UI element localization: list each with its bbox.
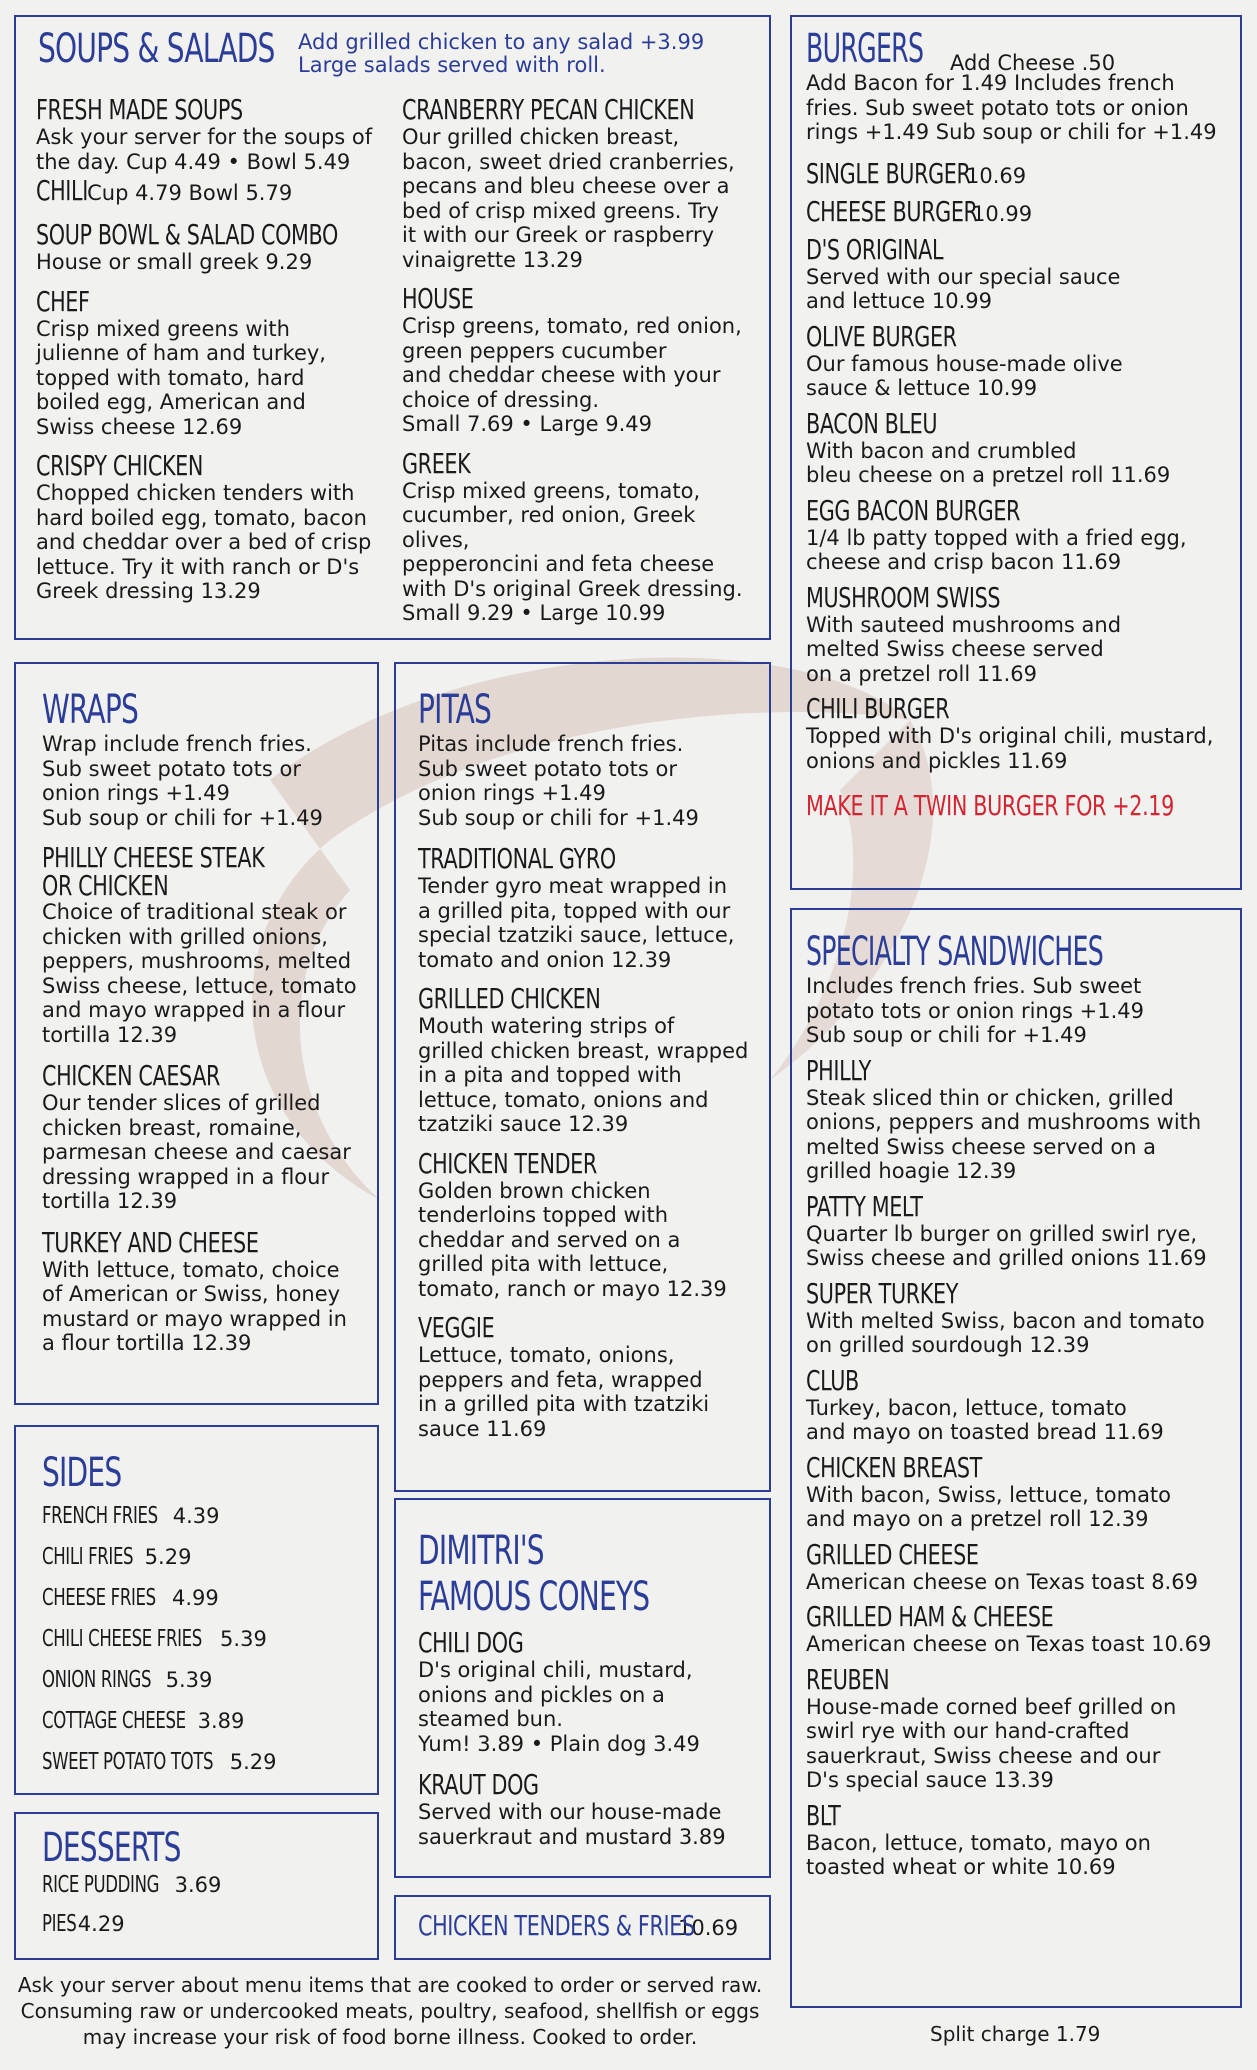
side-price: 3.89 xyxy=(197,1709,245,1733)
wrap-name: PHILLY CHEESE STEAK OR CHICKEN xyxy=(42,841,265,902)
soups-salads-title: SOUPS & SALADS xyxy=(38,26,275,72)
pita-item xyxy=(418,844,757,972)
burger-name: CHILI BURGER xyxy=(806,692,950,725)
side-price: 5.29 xyxy=(144,1545,192,1569)
specialty-name: GRILLED CHEESE xyxy=(806,1537,979,1571)
wrap-item xyxy=(42,1225,365,1356)
side-item xyxy=(42,1667,365,1700)
burger-name: CHEESE BURGER xyxy=(806,194,978,228)
burger-name: EGG BACON BURGER xyxy=(806,493,1021,527)
crispy-chicken-desc: Chopped chicken tenders with hard boiled egg, tomato, bacon and cheddar over a bed of crisp lettuce. Try it with ranch or D's Greek dressing 13.29 xyxy=(36,481,372,603)
combo-desc: House or small greek 9.29 xyxy=(36,250,313,274)
pita-name: CHICKEN TENDER xyxy=(418,1146,597,1180)
burger-desc: With sauteed mushrooms and melted Swiss cheese served on a pretzel roll 11.69 xyxy=(806,612,1122,686)
side-name: CHEESE FRIES xyxy=(42,1585,156,1611)
burger-item xyxy=(806,493,1228,575)
desserts-title: DESSERTS xyxy=(42,1825,181,1871)
burger-name: MUSHROOM SWISS xyxy=(806,580,1001,614)
sides-section xyxy=(14,1425,379,1795)
side-item xyxy=(42,1585,365,1618)
specialty-item xyxy=(806,1798,1228,1880)
side-item xyxy=(42,1626,365,1659)
specialty-item xyxy=(806,1276,1228,1358)
side-item xyxy=(42,1544,365,1577)
burger-desc: Topped with D's original chili, mustard, onions and pickles 11.69 xyxy=(806,724,1214,773)
house-salad-desc: Crisp greens, tomato, red onion, green peppers cucumber and cheddar cheese with your choice of dressing. Small 7.69 • Large 9.49 xyxy=(402,314,742,436)
specialty-title: SPECIALTY SANDWICHES xyxy=(806,929,1104,975)
chili-name: CHILI xyxy=(36,174,88,207)
pita-desc: Golden brown chicken tenderloins topped with cheddar and served on a grilled pita with lettuce, tomato, ranch or mayo 12.39 xyxy=(418,1178,727,1301)
wrap-desc: Choice of traditional steak or chicken with grilled onions, peppers, mushrooms, melted Swiss cheese, lettuce, tomato and mayo wrapped in a flour tortilla 12.39 xyxy=(42,900,357,1047)
wraps-title: WRAPS xyxy=(42,687,139,733)
side-name: CHILI CHEESE FRIES xyxy=(42,1626,202,1652)
burger-price: 10.99 xyxy=(972,201,1033,226)
wrap-item xyxy=(42,841,365,1047)
specialty-desc: Quarter lb burger on grilled swirl rye, Swiss cheese and grilled onions 11.69 xyxy=(806,1221,1207,1270)
chef-desc: Crisp mixed greens with julienne of ham and turkey, topped with tomato, hard boiled egg, American and Swiss cheese 12.69 xyxy=(36,316,326,439)
side-item xyxy=(42,1708,365,1741)
side-price: 5.39 xyxy=(220,1627,267,1651)
wrap-name: TURKEY AND CHEESE xyxy=(42,1225,259,1259)
coney-item xyxy=(418,1628,757,1756)
specialty-item xyxy=(806,1053,1228,1184)
soups-salads-note: Add grilled chicken to any salad +3.99 Large salads served with roll. xyxy=(298,30,705,77)
dessert-item xyxy=(42,1872,365,1905)
side-price: 5.29 xyxy=(229,1750,277,1774)
split-charge: Split charge 1.79 xyxy=(930,2022,1101,2046)
burger-desc: With bacon and crumbled bleu cheese on a pretzel roll 11.69 xyxy=(806,438,1171,487)
pita-desc: Mouth watering strips of grilled chicken breast, wrapped in a pita and topped with lettuce, tomato, onions and tzatziki sauce 12.39 xyxy=(418,1014,749,1136)
burgers-title: BURGERS xyxy=(806,26,924,72)
specialty-name: GRILLED HAM & CHEESE xyxy=(806,1600,1054,1633)
specialty-item xyxy=(806,1662,1228,1793)
burger-name: OLIVE BURGER xyxy=(806,319,957,353)
coneys-section xyxy=(394,1498,771,1878)
burger-list xyxy=(806,156,1228,774)
pita-desc: Lettuce, tomato, onions, peppers and feta, wrapped in a grilled pita with tzatziki sauce 11.69 xyxy=(418,1343,710,1441)
crispy-chicken-name: CRISPY CHICKEN xyxy=(36,449,204,482)
specialty-section xyxy=(790,908,1242,2008)
chef-name: CHEF xyxy=(36,284,90,318)
coney-item xyxy=(418,1770,757,1849)
burger-item xyxy=(806,194,1228,228)
burgers-title-note: Add Cheese .50 xyxy=(950,51,1116,75)
specialty-desc: With bacon, Swiss, lettuce, tomato and mayo on a pretzel roll 12.39 xyxy=(806,1482,1172,1531)
tenders-name: CHICKEN TENDERS & FRIES xyxy=(418,1909,695,1942)
burgers-section xyxy=(790,15,1242,890)
specialty-item xyxy=(806,1363,1228,1445)
pita-name: GRILLED CHICKEN xyxy=(418,982,601,1015)
specialty-item xyxy=(806,1450,1228,1532)
pita-item xyxy=(418,984,757,1137)
pitas-title: PITAS xyxy=(418,687,492,733)
specialty-name: BLT xyxy=(806,1798,841,1832)
allergy-footer: Ask your server about menu items that are cooked to order or served raw. Consuming raw or undercooked meats, poultry, seafood, shellfish or eggs may increase your risk of food borne illness. Cooked to order. xyxy=(17,1973,763,2049)
pitas-section xyxy=(394,662,771,1492)
specialty-desc: American cheese on Texas toast 10.69 xyxy=(806,1632,1212,1656)
cranberry-desc: Our grilled chicken breast, bacon, sweet dried cranberries, pecans and bleu cheese over a bed of crisp mixed greens. Try it with our Greek or raspberry vinaigrette 13.29 xyxy=(402,125,735,272)
specialty-item xyxy=(806,1189,1228,1271)
burger-desc: 1/4 lb patty topped with a fried egg, cheese and crisp bacon 11.69 xyxy=(806,525,1187,574)
cranberry-name: CRANBERRY PECAN CHICKEN xyxy=(402,93,695,126)
coneys-title-line1: DIMITRI'S xyxy=(418,1528,544,1574)
specialty-desc: Bacon, lettuce, tomato, mayo on toasted wheat or white 10.69 xyxy=(806,1830,1151,1879)
greek-salad-name: GREEK xyxy=(402,446,471,480)
pita-name: VEGGIE xyxy=(418,1311,495,1344)
burger-name: SINGLE BURGER xyxy=(806,156,971,190)
specialty-desc: Steak sliced thin or chicken, grilled onions, peppers and mushrooms with melted Swiss cheese served on a grilled hoagie 12.39 xyxy=(806,1085,1202,1183)
combo-name: SOUP BOWL & SALAD COMBO xyxy=(36,218,338,251)
coney-name: KRAUT DOG xyxy=(418,1768,539,1801)
side-name: FRENCH FRIES xyxy=(42,1503,158,1529)
pita-name: TRADITIONAL GYRO xyxy=(418,842,616,875)
burger-price: 10.69 xyxy=(966,163,1027,188)
burgers-intro: Add Bacon for 1.49 Includes french fries. Sub sweet potato tots or onion rings +1.49 Sub soup or chili for +1.49 xyxy=(806,71,1217,144)
specialty-name: CHICKEN BREAST xyxy=(806,1450,982,1484)
fresh-soups-desc: Ask your server for the soups of the day. Cup 4.49 • Bowl 5.49 xyxy=(36,125,373,174)
wrap-name: CHICKEN CAESAR xyxy=(42,1059,221,1092)
wrap-desc: Our tender slices of grilled chicken breast, romaine, parmesan cheese and caesar dressing wrapped in a flour tortilla 12.39 xyxy=(42,1091,351,1213)
burger-item xyxy=(806,694,1228,773)
side-item xyxy=(42,1749,365,1782)
burger-name: BACON BLEU xyxy=(806,406,938,440)
pita-desc: Tender gyro meat wrapped in a grilled pita, topped with our special tzatziki sauce, lettuce, tomato and onion 12.39 xyxy=(418,874,735,972)
coney-desc: Served with our house-made sauerkraut and mustard 3.89 xyxy=(418,1800,726,1849)
sides-title: SIDES xyxy=(42,1450,122,1496)
dessert-price: 3.69 xyxy=(174,1873,222,1897)
burger-desc: Served with our special sauce and lettuce 10.99 xyxy=(806,264,1121,313)
specialty-desc: House-made corned beef grilled on swirl rye with our hand-crafted sauerkraut, Swiss cheese and our D's special sauce 13.39 xyxy=(806,1694,1177,1792)
specialty-name: REUBEN xyxy=(806,1662,890,1696)
burger-item xyxy=(806,156,1228,190)
burger-desc: Our famous house-made olive sauce & lettuce 10.99 xyxy=(806,351,1123,400)
dessert-name: PIES xyxy=(42,1911,77,1937)
dessert-item xyxy=(42,1911,365,1944)
burger-name: D'S ORIGINAL xyxy=(806,232,944,266)
pita-item xyxy=(418,1313,757,1441)
specialty-name: PATTY MELT xyxy=(806,1189,923,1223)
dessert-name: RICE PUDDING xyxy=(42,1872,160,1898)
burger-item xyxy=(806,319,1228,401)
burger-item xyxy=(806,580,1228,687)
specialty-item xyxy=(806,1537,1228,1595)
soups-salads-section xyxy=(14,15,771,640)
side-name: COTTAGE CHEESE xyxy=(42,1708,186,1734)
greek-salad-desc: Crisp mixed greens, tomato, cucumber, red onion, Greek olives, pepperoncini and feta cheese with D's original Greek dressing. Small 9.29 • Large 10.99 xyxy=(402,478,743,625)
coney-name: CHILI DOG xyxy=(418,1626,524,1659)
coneys-title-line2: FAMOUS CONEYS xyxy=(418,1574,650,1620)
side-name: CHILI FRIES xyxy=(42,1544,134,1570)
desserts-section xyxy=(14,1812,379,1960)
specialty-intro: Includes french fries. Sub sweet potato tots or onion rings +1.49 Sub soup or chili for +1.49 xyxy=(806,974,1145,1047)
wraps-intro: Wrap include french fries. Sub sweet potato tots or onion rings +1.49 Sub soup or chili for +1.49 xyxy=(42,732,323,830)
fresh-soups-name: FRESH MADE SOUPS xyxy=(36,93,243,126)
chili-desc: Cup 4.79 Bowl 5.79 xyxy=(87,181,293,205)
specialty-name: CLUB xyxy=(806,1363,859,1397)
burger-item xyxy=(806,232,1228,314)
coney-desc: D's original chili, mustard, onions and pickles on a steamed bun. Yum! 3.89 • Plain dog 3.49 xyxy=(418,1658,700,1756)
side-item xyxy=(42,1503,365,1536)
specialty-name: SUPER TURKEY xyxy=(806,1276,959,1310)
tenders-section xyxy=(394,1895,771,1960)
side-name: ONION RINGS xyxy=(42,1667,152,1693)
specialty-desc: With melted Swiss, bacon and tomato on grilled sourdough 12.39 xyxy=(806,1308,1205,1357)
pitas-intro: Pitas include french fries. Sub sweet potato tots or onion rings +1.49 Sub soup or chili for +1.49 xyxy=(418,732,699,830)
side-name: SWEET POTATO TOTS xyxy=(42,1749,214,1775)
specialty-item xyxy=(806,1602,1228,1657)
specialty-name: PHILLY xyxy=(806,1053,871,1087)
house-salad-name: HOUSE xyxy=(402,282,474,315)
specialty-desc: American cheese on Texas toast 8.69 xyxy=(806,1569,1198,1594)
pita-item xyxy=(418,1146,757,1302)
side-price: 5.39 xyxy=(165,1668,213,1692)
wrap-desc: With lettuce, tomato, choice of American or Swiss, honey mustard or mayo wrapped in a flour tortilla 12.39 xyxy=(42,1257,347,1355)
specialty-desc: Turkey, bacon, lettuce, tomato and mayo on toasted bread 11.69 xyxy=(806,1395,1164,1444)
side-price: 4.99 xyxy=(172,1586,219,1610)
twin-burger-note: MAKE IT A TWIN BURGER FOR +2.19 xyxy=(806,789,1174,822)
side-price: 4.39 xyxy=(172,1504,220,1528)
dessert-price: 4.29 xyxy=(77,1912,125,1936)
burger-item xyxy=(806,406,1228,488)
wraps-section xyxy=(14,662,379,1405)
tenders-price: 10.69 xyxy=(678,1916,739,1940)
wrap-item xyxy=(42,1061,365,1214)
